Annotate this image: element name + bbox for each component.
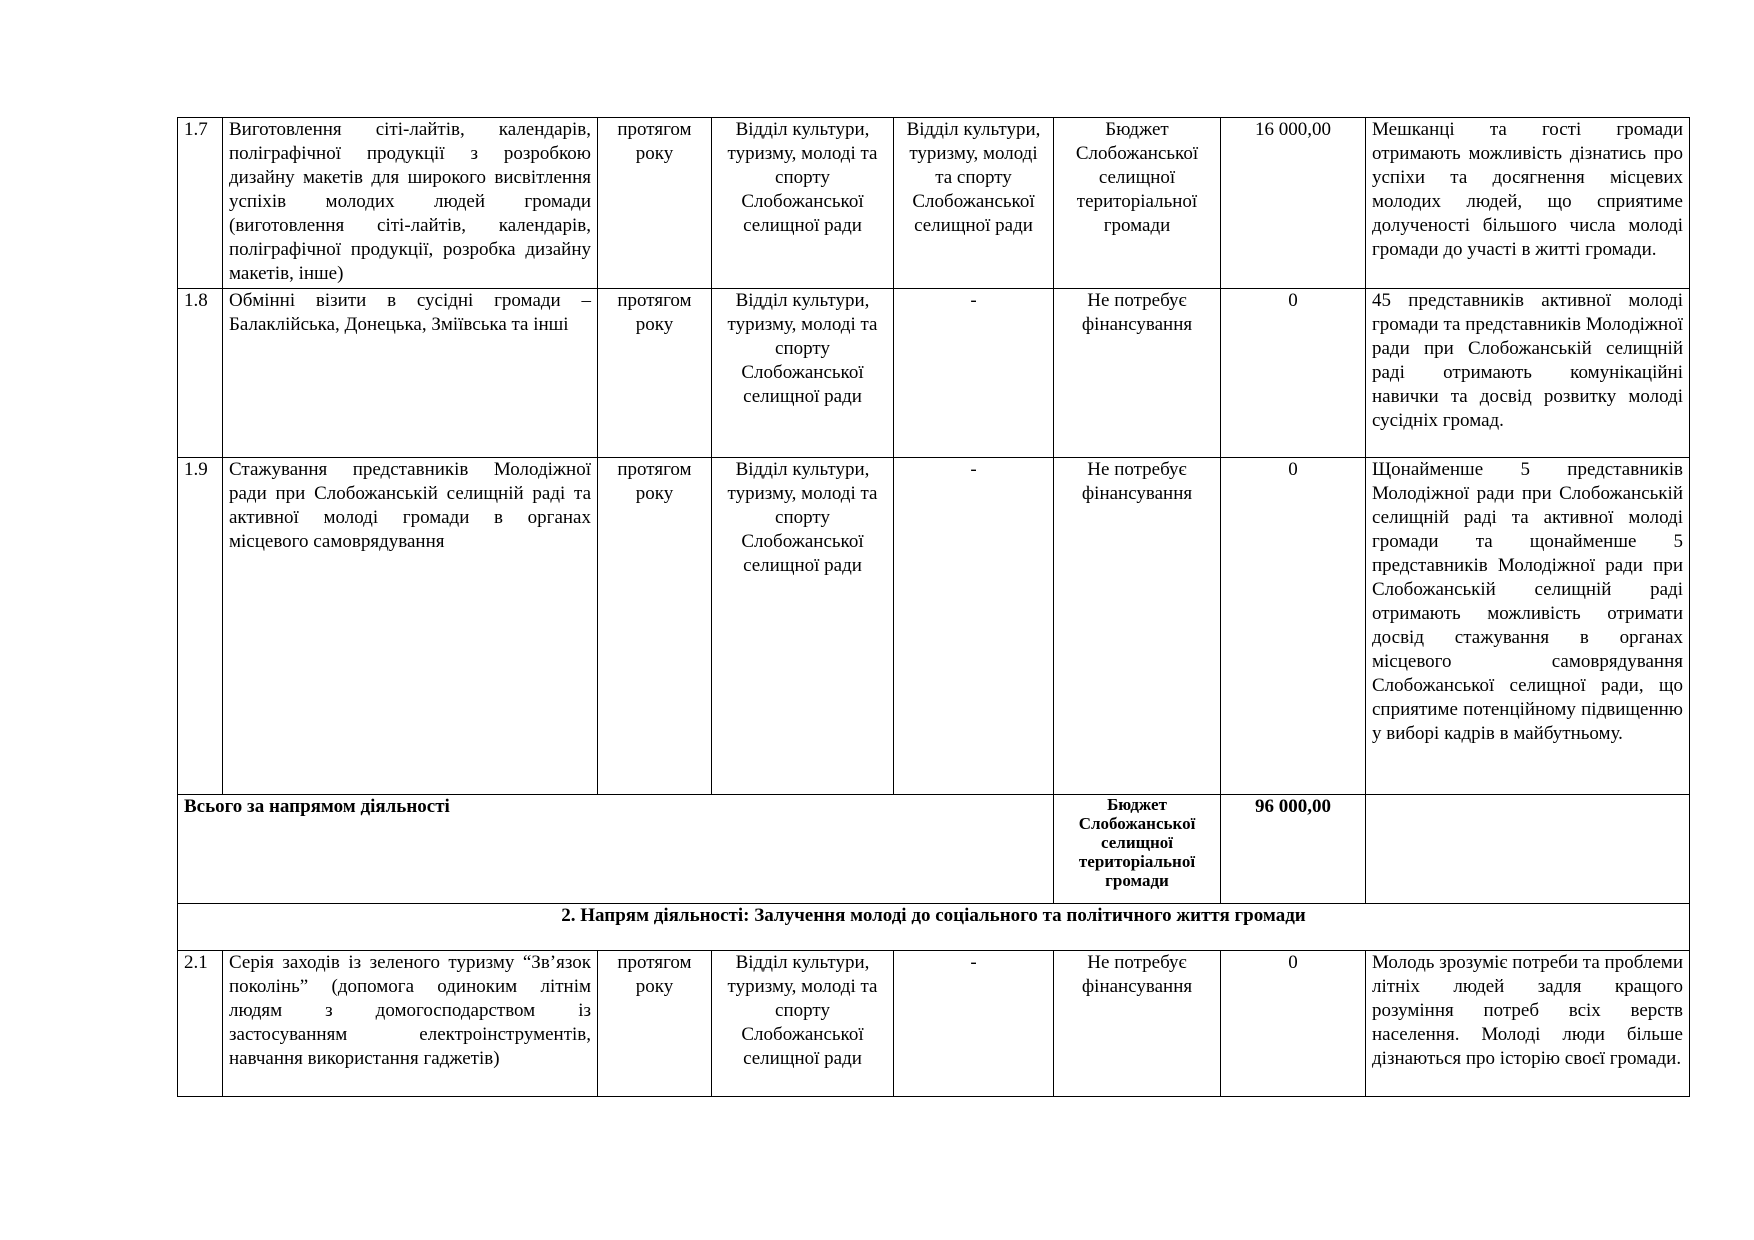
activity-term: протягом року bbox=[598, 289, 712, 458]
row-number: 1.7 bbox=[178, 118, 223, 289]
activity-title: Стажування представників Молодіжної ради при Слобожанській селищній раді та активної молоді громади в органах місцевого самоврядування bbox=[223, 458, 598, 795]
activity-executor: Відділ культури, туризму, молоді та спорту Слобожанської селищної ради bbox=[712, 458, 894, 795]
row-number: 1.9 bbox=[178, 458, 223, 795]
total-funding-source: Бюджет Слобожанської селищної територіальної громади bbox=[1054, 795, 1221, 904]
activity-coexecutor: Відділ культури, туризму, молоді та спорту Слобожанської селищної ради bbox=[894, 118, 1054, 289]
row-number: 2.1 bbox=[178, 951, 223, 1097]
activity-executor: Відділ культури, туризму, молоді та спорту Слобожанської селищної ради bbox=[712, 118, 894, 289]
table-row bbox=[178, 458, 1690, 795]
funding-source: Не потребує фінансування bbox=[1054, 289, 1221, 458]
funding-amount: 0 bbox=[1221, 951, 1366, 1097]
total-row bbox=[178, 795, 1690, 904]
total-amount: 96 000,00 bbox=[1221, 795, 1366, 904]
activity-title: Обмінні візити в сусідні громади – Балаклійська, Донецька, Зміївська та інші bbox=[223, 289, 598, 458]
activity-title: Серія заходів із зеленого туризму “Зв’язок поколінь” (допомога одиноким літнім людям з домогосподарством із застосуванням електроінструментів, навчання використання гаджетів) bbox=[223, 951, 598, 1097]
activity-coexecutor: - bbox=[894, 289, 1054, 458]
row-number: 1.8 bbox=[178, 289, 223, 458]
activity-title: Виготовлення сіті-лайтів, календарів, поліграфічної продукції з розробкою дизайну макетів для широкого висвітлення успіхів молодих людей громади (виготовлення сіті-лайтів, календарів, поліграфічної продукції, розробка дизайну макетів, інше) bbox=[223, 118, 598, 289]
activity-coexecutor: - bbox=[894, 951, 1054, 1097]
total-label: Всього за напрямом діяльності bbox=[178, 795, 1054, 904]
section-title: 2. Напрям діяльності: Залучення молоді до соціального та політичного життя громади bbox=[178, 904, 1690, 951]
expected-result: Щонайменше 5 представників Молодіжної ради при Слобожанській селищній раді та активної молоді громади та щонайменше 5 представників Молодіжної ради при Слобожанській селищній раді отримають можливість отримати досвід стажування в органах місцевого самоврядування Слобожанської селищної ради, що сприятиме потенційному підвищенню у виборі кадрів в майбутньому. bbox=[1366, 458, 1690, 795]
table-row bbox=[178, 118, 1690, 289]
funding-amount: 0 bbox=[1221, 458, 1366, 795]
funding-amount: 16 000,00 bbox=[1221, 118, 1366, 289]
total-empty-cell bbox=[1366, 795, 1690, 904]
funding-source: Бюджет Слобожанської селищної територіальної громади bbox=[1054, 118, 1221, 289]
activity-term: протягом року bbox=[598, 951, 712, 1097]
funding-amount: 0 bbox=[1221, 289, 1366, 458]
expected-result: Молодь зрозуміє потреби та проблеми літніх людей задля кращого розуміння потреб всіх верств населення. Молоді люди більше дізнаються про історію своєї громади. bbox=[1366, 951, 1690, 1097]
funding-source: Не потребує фінансування bbox=[1054, 951, 1221, 1097]
activity-coexecutor: - bbox=[894, 458, 1054, 795]
section-row bbox=[178, 904, 1690, 951]
activity-executor: Відділ культури, туризму, молоді та спорту Слобожанської селищної ради bbox=[712, 289, 894, 458]
activity-term: протягом року bbox=[598, 458, 712, 795]
activity-executor: Відділ культури, туризму, молоді та спорту Слобожанської селищної ради bbox=[712, 951, 894, 1097]
activity-term: протягом року bbox=[598, 118, 712, 289]
expected-result: Мешканці та гості громади отримають можливість дізнатись про успіхи та досягнення місцевих молодих людей, що сприятиме долученості більшого числа молоді громади до участі в житті громади. bbox=[1366, 118, 1690, 289]
table-row bbox=[178, 951, 1690, 1097]
activities-table bbox=[177, 117, 1690, 1097]
funding-source: Не потребує фінансування bbox=[1054, 458, 1221, 795]
table-row bbox=[178, 289, 1690, 458]
expected-result: 45 представників активної молоді громади та представників Молодіжної ради при Слобожанській селищній раді отримають комунікаційні навички та досвід розвитку молоді сусідніх громад. bbox=[1366, 289, 1690, 458]
